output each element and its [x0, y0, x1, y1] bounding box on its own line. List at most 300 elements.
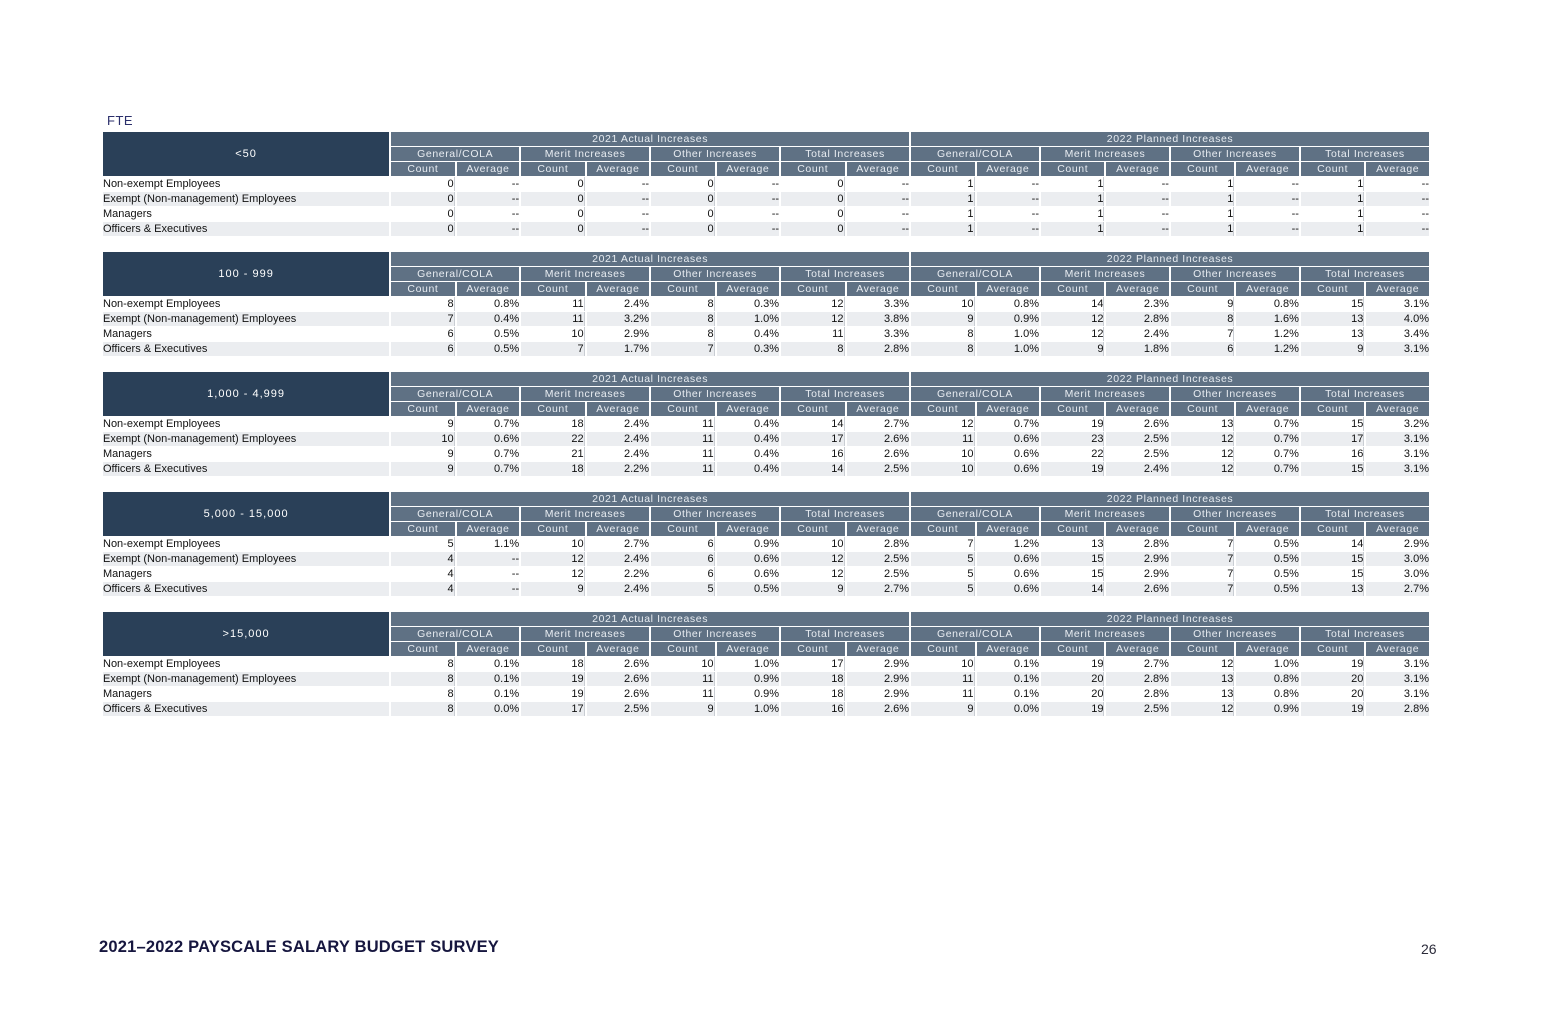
average-cell: 2.9%	[847, 672, 910, 686]
count-cell: 17	[781, 432, 844, 446]
sub-header: Count	[1301, 522, 1364, 536]
average-cell: 2.8%	[1106, 687, 1168, 701]
average-cell: 2.5%	[847, 552, 910, 566]
count-cell: 1	[1171, 177, 1234, 191]
sub-header: Count	[391, 642, 454, 656]
sub-header: Count	[1171, 642, 1234, 656]
count-cell: 14	[1041, 297, 1104, 311]
sub-header: Average	[847, 402, 910, 416]
average-cell: --	[457, 582, 519, 596]
row-label: Managers	[103, 207, 389, 221]
average-cell: 1.6%	[1236, 312, 1298, 326]
average-cell: --	[587, 222, 649, 236]
count-cell: 12	[1171, 432, 1234, 446]
group-header: Total Increases	[1301, 507, 1429, 521]
count-cell: 20	[1301, 672, 1364, 686]
count-cell: 1	[1301, 222, 1364, 236]
group-header: General/COLA	[391, 267, 519, 281]
count-cell: 1	[1301, 177, 1364, 191]
table-row	[103, 462, 1429, 476]
average-cell: 2.9%	[1366, 537, 1429, 551]
footer-title: 2021–2022 PAYSCALE SALARY BUDGET SURVEY	[99, 938, 499, 956]
count-cell: 8	[391, 687, 454, 701]
fte-table	[101, 251, 1431, 357]
average-cell: 2.8%	[1106, 672, 1168, 686]
average-cell: --	[1236, 222, 1298, 236]
average-cell: --	[457, 177, 519, 191]
group-header: Other Increases	[1171, 507, 1299, 521]
count-cell: 16	[1301, 447, 1364, 461]
table-row	[103, 582, 1429, 596]
sub-header: Average	[457, 522, 519, 536]
average-cell: 2.9%	[1106, 567, 1168, 581]
count-cell: 8	[651, 327, 714, 341]
count-cell: 1	[1041, 177, 1104, 191]
sub-header: Count	[651, 282, 714, 296]
count-cell: 8	[911, 327, 974, 341]
average-cell: 2.6%	[587, 672, 649, 686]
count-cell: 14	[781, 462, 844, 476]
count-cell: 12	[1171, 447, 1234, 461]
group-header: Other Increases	[651, 507, 779, 521]
count-cell: 20	[1041, 687, 1104, 701]
average-cell: 3.2%	[1366, 417, 1429, 431]
sub-header: Average	[457, 402, 519, 416]
sub-header: Average	[587, 522, 649, 536]
page-number: 26	[1421, 941, 1437, 957]
count-cell: 1	[1041, 222, 1104, 236]
table-row	[103, 537, 1429, 551]
average-cell: --	[457, 222, 519, 236]
average-cell: 2.4%	[587, 432, 649, 446]
average-cell: 0.6%	[977, 462, 1039, 476]
average-cell: --	[1236, 177, 1298, 191]
count-cell: 8	[651, 297, 714, 311]
count-cell: 0	[651, 177, 714, 191]
sub-header: Count	[391, 282, 454, 296]
group-header: Total Increases	[781, 627, 909, 641]
count-cell: 18	[521, 462, 584, 476]
count-cell: 15	[1301, 462, 1364, 476]
average-cell: 0.9%	[1236, 702, 1298, 716]
count-cell: 12	[1041, 327, 1104, 341]
average-cell: 0.5%	[1236, 567, 1298, 581]
sub-header: Average	[1106, 402, 1168, 416]
count-cell: 12	[521, 567, 584, 581]
average-cell: 0.1%	[977, 687, 1039, 701]
average-cell: 3.1%	[1366, 297, 1429, 311]
average-cell: 2.4%	[1106, 462, 1168, 476]
sub-header: Count	[1041, 402, 1104, 416]
average-cell: --	[1236, 192, 1298, 206]
count-cell: 14	[1041, 582, 1104, 596]
average-cell: 4.0%	[1366, 312, 1429, 326]
count-cell: 15	[1301, 297, 1364, 311]
sub-header: Count	[651, 522, 714, 536]
count-cell: 11	[911, 672, 974, 686]
count-cell: 17	[781, 657, 844, 671]
average-cell: 3.0%	[1366, 552, 1429, 566]
count-cell: 10	[781, 537, 844, 551]
average-cell: --	[457, 192, 519, 206]
average-cell: 3.1%	[1366, 657, 1429, 671]
count-cell: 7	[391, 312, 454, 326]
average-cell: 0.6%	[977, 552, 1039, 566]
row-label: Non-exempt Employees	[103, 537, 389, 551]
count-cell: 16	[781, 702, 844, 716]
sub-header: Average	[1106, 282, 1168, 296]
average-cell: 0.8%	[1236, 687, 1298, 701]
table-row	[103, 432, 1429, 446]
row-label: Managers	[103, 687, 389, 701]
count-cell: 1	[1041, 192, 1104, 206]
table-row	[103, 177, 1429, 191]
average-cell: --	[1106, 207, 1168, 221]
period-header: 2021 Actual Increases	[391, 492, 909, 506]
count-cell: 14	[1301, 537, 1364, 551]
count-cell: 1	[1171, 192, 1234, 206]
group-header: Merit Increases	[1041, 267, 1169, 281]
average-cell: --	[1366, 192, 1429, 206]
sub-header: Count	[651, 162, 714, 176]
count-cell: 11	[651, 462, 714, 476]
period-header: 2022 Planned Increases	[911, 372, 1429, 386]
average-cell: 0.6%	[717, 567, 779, 581]
table-row	[103, 192, 1429, 206]
table-row	[103, 327, 1429, 341]
sub-header: Average	[1366, 402, 1429, 416]
row-label: Managers	[103, 327, 389, 341]
average-cell: 0.6%	[977, 447, 1039, 461]
table-row	[103, 207, 1429, 221]
average-cell: 0.0%	[977, 702, 1039, 716]
sub-header: Average	[717, 522, 779, 536]
average-cell: 0.8%	[1236, 672, 1298, 686]
group-header: Other Increases	[651, 267, 779, 281]
count-cell: 11	[521, 297, 584, 311]
average-cell: 0.5%	[1236, 552, 1298, 566]
sub-header: Average	[1236, 402, 1298, 416]
count-cell: 7	[1171, 327, 1234, 341]
average-cell: 1.1%	[457, 537, 519, 551]
average-cell: 0.7%	[1236, 447, 1298, 461]
average-cell: 2.6%	[1106, 417, 1168, 431]
count-cell: 17	[1301, 432, 1364, 446]
average-cell: 2.4%	[587, 447, 649, 461]
count-cell: 9	[521, 582, 584, 596]
sub-header: Count	[1041, 162, 1104, 176]
average-cell: 3.1%	[1366, 342, 1429, 356]
table-row	[103, 567, 1429, 581]
average-cell: 0.5%	[717, 582, 779, 596]
average-cell: 0.1%	[977, 657, 1039, 671]
average-cell: 0.9%	[717, 672, 779, 686]
count-cell: 11	[781, 327, 844, 341]
average-cell: 2.7%	[847, 582, 910, 596]
count-cell: 5	[911, 552, 974, 566]
count-cell: 0	[521, 222, 584, 236]
sub-header: Average	[717, 642, 779, 656]
sub-header: Average	[1236, 522, 1298, 536]
average-cell: 0.7%	[457, 447, 519, 461]
average-cell: 0.5%	[1236, 582, 1298, 596]
sub-header: Count	[521, 402, 584, 416]
count-cell: 15	[1301, 417, 1364, 431]
average-cell: 2.5%	[1106, 702, 1168, 716]
period-header: 2022 Planned Increases	[911, 132, 1429, 146]
average-cell: --	[717, 177, 779, 191]
count-cell: 14	[781, 417, 844, 431]
count-cell: 9	[1301, 342, 1364, 356]
row-label: Non-exempt Employees	[103, 657, 389, 671]
average-cell: 2.9%	[847, 657, 910, 671]
count-cell: 19	[521, 687, 584, 701]
count-cell: 11	[651, 672, 714, 686]
period-header: 2021 Actual Increases	[391, 252, 909, 266]
sub-header: Count	[1041, 642, 1104, 656]
count-cell: 9	[1171, 297, 1234, 311]
count-cell: 4	[391, 582, 454, 596]
count-cell: 5	[391, 537, 454, 551]
group-header: General/COLA	[391, 627, 519, 641]
fte-band-label: >15,000	[103, 612, 389, 656]
average-cell: 2.9%	[587, 327, 649, 341]
count-cell: 16	[781, 447, 844, 461]
sub-header: Average	[977, 402, 1039, 416]
sub-header: Average	[847, 522, 910, 536]
average-cell: 3.1%	[1366, 462, 1429, 476]
sub-header: Count	[911, 522, 974, 536]
count-cell: 6	[391, 327, 454, 341]
count-cell: 7	[1171, 537, 1234, 551]
count-cell: 7	[911, 537, 974, 551]
sub-header: Average	[847, 282, 910, 296]
row-label: Exempt (Non-management) Employees	[103, 312, 389, 326]
sub-header: Count	[1171, 162, 1234, 176]
row-label: Exempt (Non-management) Employees	[103, 672, 389, 686]
average-cell: 0.6%	[977, 582, 1039, 596]
count-cell: 10	[911, 447, 974, 461]
table-row	[103, 342, 1429, 356]
table-row	[103, 552, 1429, 566]
section-label: FTE	[107, 113, 134, 128]
fte-table	[101, 131, 1431, 237]
count-cell: 7	[1171, 582, 1234, 596]
sub-header: Count	[1301, 282, 1364, 296]
group-header: Other Increases	[1171, 627, 1299, 641]
average-cell: --	[457, 552, 519, 566]
fte-band-label: 100 - 999	[103, 252, 389, 296]
group-header: Total Increases	[781, 147, 909, 161]
count-cell: 8	[391, 672, 454, 686]
count-cell: 19	[1041, 462, 1104, 476]
average-cell: 0.7%	[457, 462, 519, 476]
group-header: Merit Increases	[1041, 627, 1169, 641]
count-cell: 4	[391, 567, 454, 581]
average-cell: 2.9%	[1106, 552, 1168, 566]
group-header: Total Increases	[781, 387, 909, 401]
fte-band-label: 5,000 - 15,000	[103, 492, 389, 536]
average-cell: 0.1%	[457, 687, 519, 701]
count-cell: 15	[1301, 567, 1364, 581]
sub-header: Count	[391, 402, 454, 416]
count-cell: 21	[521, 447, 584, 461]
average-cell: 1.2%	[1236, 342, 1298, 356]
count-cell: 12	[1171, 462, 1234, 476]
average-cell: 0.5%	[1236, 537, 1298, 551]
sub-header: Average	[1366, 162, 1429, 176]
average-cell: 0.1%	[457, 672, 519, 686]
average-cell: --	[717, 207, 779, 221]
average-cell: 2.6%	[1106, 582, 1168, 596]
average-cell: 2.6%	[847, 447, 910, 461]
group-header: Total Increases	[1301, 387, 1429, 401]
count-cell: 9	[391, 447, 454, 461]
average-cell: 1.7%	[587, 342, 649, 356]
count-cell: 10	[521, 537, 584, 551]
row-label: Officers & Executives	[103, 342, 389, 356]
sub-header: Average	[1366, 642, 1429, 656]
row-label: Officers & Executives	[103, 582, 389, 596]
table-row	[103, 447, 1429, 461]
average-cell: 2.4%	[587, 552, 649, 566]
count-cell: 0	[391, 177, 454, 191]
count-cell: 11	[911, 687, 974, 701]
count-cell: 1	[1171, 222, 1234, 236]
count-cell: 9	[911, 702, 974, 716]
sub-header: Average	[587, 282, 649, 296]
average-cell: 0.7%	[977, 417, 1039, 431]
average-cell: 1.8%	[1106, 342, 1168, 356]
row-label: Officers & Executives	[103, 462, 389, 476]
group-header: Other Increases	[651, 627, 779, 641]
count-cell: 5	[911, 582, 974, 596]
group-header: Merit Increases	[521, 147, 649, 161]
sub-header: Count	[1171, 402, 1234, 416]
average-cell: 0.8%	[1236, 297, 1298, 311]
average-cell: --	[717, 192, 779, 206]
count-cell: 1	[1301, 192, 1364, 206]
average-cell: --	[977, 177, 1039, 191]
table-row	[103, 657, 1429, 671]
count-cell: 11	[651, 432, 714, 446]
count-cell: 0	[651, 207, 714, 221]
average-cell: 3.4%	[1366, 327, 1429, 341]
count-cell: 0	[651, 222, 714, 236]
group-header: General/COLA	[911, 147, 1039, 161]
sub-header: Average	[847, 162, 910, 176]
count-cell: 12	[911, 417, 974, 431]
count-cell: 7	[1171, 567, 1234, 581]
count-cell: 12	[781, 552, 844, 566]
count-cell: 9	[781, 582, 844, 596]
count-cell: 12	[1041, 312, 1104, 326]
group-header: Total Increases	[1301, 147, 1429, 161]
average-cell: 2.8%	[847, 537, 910, 551]
group-header: Merit Increases	[521, 267, 649, 281]
sub-header: Count	[1301, 162, 1364, 176]
count-cell: 8	[911, 342, 974, 356]
average-cell: 3.8%	[847, 312, 910, 326]
group-header: Merit Increases	[521, 387, 649, 401]
count-cell: 23	[1041, 432, 1104, 446]
count-cell: 15	[1041, 552, 1104, 566]
table-row	[103, 297, 1429, 311]
average-cell: --	[1366, 177, 1429, 191]
sub-header: Count	[1301, 402, 1364, 416]
count-cell: 6	[651, 552, 714, 566]
count-cell: 19	[1041, 657, 1104, 671]
average-cell: 1.0%	[717, 702, 779, 716]
count-cell: 8	[391, 657, 454, 671]
count-cell: 12	[781, 297, 844, 311]
count-cell: 20	[1301, 687, 1364, 701]
sub-header: Count	[781, 642, 844, 656]
average-cell: 0.8%	[977, 297, 1039, 311]
group-header: General/COLA	[391, 147, 519, 161]
fte-band-label: 1,000 - 4,999	[103, 372, 389, 416]
count-cell: 13	[1171, 417, 1234, 431]
average-cell: 2.6%	[847, 432, 910, 446]
count-cell: 1	[1041, 207, 1104, 221]
fte-tables-container	[103, 131, 1431, 731]
average-cell: 2.8%	[1366, 702, 1429, 716]
sub-header: Average	[1366, 282, 1429, 296]
count-cell: 13	[1301, 327, 1364, 341]
group-header: Merit Increases	[521, 627, 649, 641]
table-row	[103, 702, 1429, 716]
average-cell: --	[587, 192, 649, 206]
average-cell: --	[847, 207, 910, 221]
row-label: Exempt (Non-management) Employees	[103, 552, 389, 566]
count-cell: 0	[781, 177, 844, 191]
sub-header: Count	[521, 282, 584, 296]
average-cell: 1.0%	[977, 342, 1039, 356]
group-header: Merit Increases	[521, 507, 649, 521]
row-label: Non-exempt Employees	[103, 177, 389, 191]
count-cell: 13	[1301, 582, 1364, 596]
average-cell: 2.6%	[587, 687, 649, 701]
count-cell: 8	[391, 297, 454, 311]
average-cell: 0.4%	[717, 327, 779, 341]
count-cell: 0	[521, 207, 584, 221]
average-cell: --	[847, 177, 910, 191]
sub-header: Count	[911, 282, 974, 296]
average-cell: --	[587, 177, 649, 191]
sub-header: Count	[1041, 522, 1104, 536]
period-header: 2022 Planned Increases	[911, 252, 1429, 266]
average-cell: --	[457, 207, 519, 221]
count-cell: 8	[781, 342, 844, 356]
row-label: Officers & Executives	[103, 702, 389, 716]
sub-header: Average	[717, 162, 779, 176]
sub-header: Average	[977, 522, 1039, 536]
count-cell: 15	[1041, 567, 1104, 581]
count-cell: 6	[1171, 342, 1234, 356]
group-header: Merit Increases	[1041, 507, 1169, 521]
average-cell: 2.4%	[587, 297, 649, 311]
count-cell: 7	[1171, 552, 1234, 566]
period-header: 2022 Planned Increases	[911, 612, 1429, 626]
average-cell: 1.0%	[717, 312, 779, 326]
count-cell: 8	[391, 702, 454, 716]
sub-header: Count	[781, 522, 844, 536]
count-cell: 13	[1171, 672, 1234, 686]
sub-header: Average	[847, 642, 910, 656]
sub-header: Average	[717, 402, 779, 416]
average-cell: 0.1%	[977, 672, 1039, 686]
average-cell: 3.3%	[847, 297, 910, 311]
